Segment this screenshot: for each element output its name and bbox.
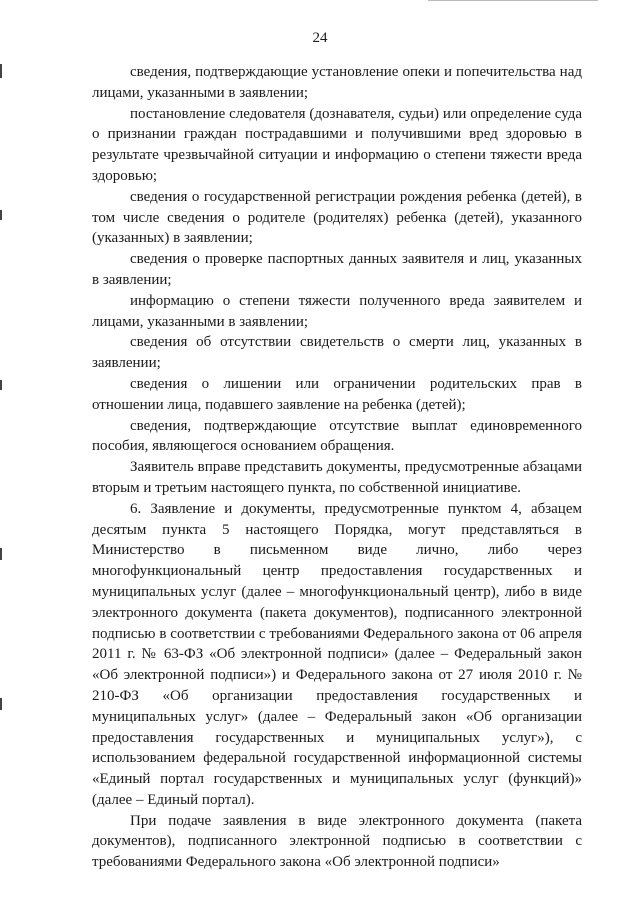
scan-margin-mark	[0, 698, 2, 710]
document-body	[92, 62, 582, 873]
scan-margin-mark	[0, 380, 2, 390]
paragraph: сведения о государственной регистрации рождения ребенка (детей), в том числе сведения о родителе (родителях) ребенка (детей), указанного (указанных) в заявлении;	[92, 188, 582, 247]
paragraph: сведения об отсутствии свидетельств о смерти лиц, указанных в заявлении;	[92, 334, 582, 372]
paragraph: Заявитель вправе представить документы, предусмотренные абзацами вторым и третьим настоящего пункта, по собственной инициативе.	[92, 459, 582, 496]
paragraph: сведения о лишении или ограничении родительских прав в отношении лица, подавшего заявление на ребенка (детей);	[92, 375, 582, 413]
page-number: 24	[312, 30, 328, 46]
paragraph: сведения, подтверждающие отсутствие выплат единовременного пособия, являющегося основанием обращения.	[92, 417, 582, 455]
paragraph: 6. Заявление и документы, предусмотренные пунктом 4, абзацем десятым пункта 5 настоящего Порядка, могут представляться в Министерство в письменном виде лично, либо через многофункциональный центр предоставления государственных и муниципальных услуг (далее – многофункциональный центр), либо в виде электронного документа (пакета документов), подписанного электронной подписью в соответствии с требованиями Федерального закона от 06 апреля 2011 г. № 63-ФЗ «Об электронной подписи» (далее – Федеральный закон «Об электронной подписи») и Федерального закона от 27 июля 2010 г. № 210-ФЗ «Об организации предоставления государственных и муниципальных услуг» (далее – Федеральный закон «Об организации предоставления государственных и муниципальных услуг»), с использованием федеральной государственной информационной системы «Единый портал государственных и муниципальных услуг (функций)» (далее – Единый портал).	[92, 500, 582, 808]
paragraph: информацию о степени тяжести полученного вреда заявителем и лицами, указанными в заявлении;	[92, 292, 582, 330]
scan-margin-mark	[0, 548, 2, 560]
scan-margin-mark	[0, 64, 2, 78]
paragraph: сведения о проверке паспортных данных заявителя и лиц, указанных в заявлении;	[92, 251, 582, 288]
paragraph: постановление следователя (дознавателя, судьи) или определение суда о признании граждан пострадавшими и получившими вред здоровью в результате чрезвычайной ситуации и информацию о степени тяжести вреда здоровью;	[92, 105, 582, 184]
scan-top-rule	[428, 0, 598, 1]
paragraph: сведения, подтверждающие установление опеки и попечительства над лицами, указанными в заявлении;	[92, 64, 582, 101]
scan-margin-mark	[0, 210, 2, 220]
paragraph: При подаче заявления в виде электронного документа (пакета документов), подписанного электронной подписью в соответствии с требованиями Федерального закона «Об электронной подписи»	[92, 812, 582, 871]
